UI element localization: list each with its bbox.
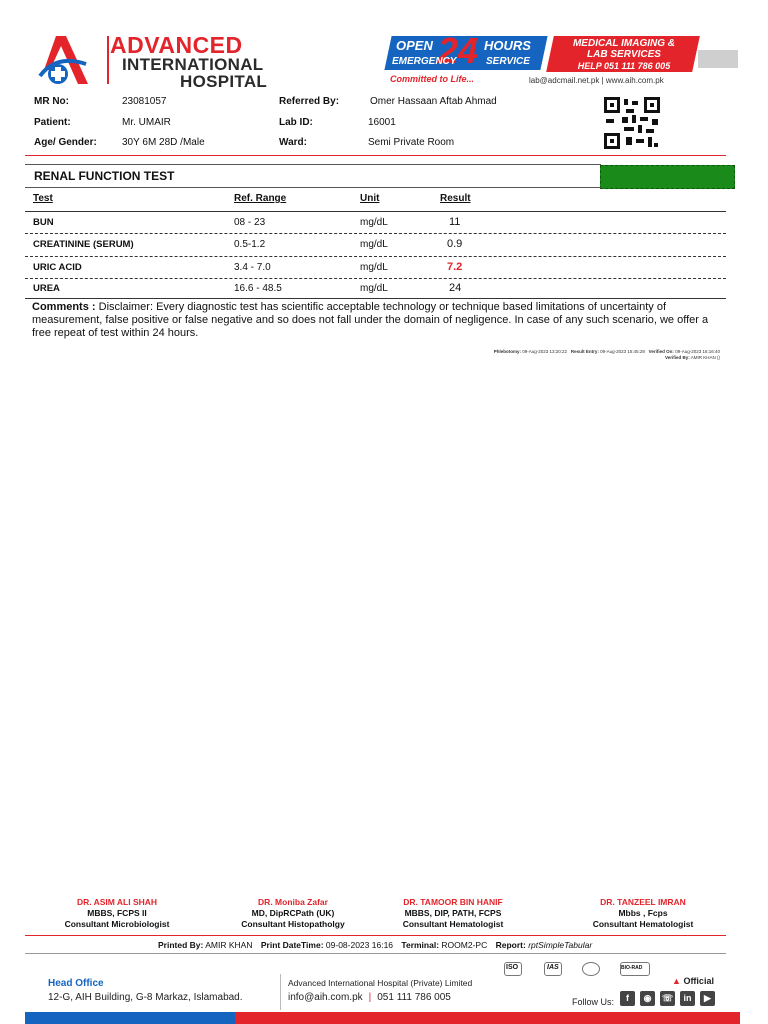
doctors-divider [25, 935, 726, 936]
comments [32, 301, 722, 340]
test-name: BUN [33, 217, 54, 228]
row-separator [25, 233, 726, 234]
patient-value: Mr. UMAIR [122, 117, 171, 128]
brand-divider [107, 36, 109, 84]
col-header-range: Ref. Range [234, 193, 287, 204]
phlebotomy-value: 09-Aug-2023 13:20:22 [522, 349, 568, 354]
whatsapp-icon[interactable]: ☏ [660, 991, 675, 1006]
doctor-role: Consultant Hematologist [592, 919, 694, 929]
contact-line: lab@adcmail.net.pk | www.aih.com.pk [529, 76, 664, 85]
emergency-text: EMERGENCY [392, 56, 457, 67]
head-office-title: Head Office [48, 978, 104, 989]
col-header-result: Result [440, 193, 471, 204]
timestamps-line [494, 349, 720, 354]
comments-label: Comments : [32, 301, 96, 313]
print-info [158, 940, 592, 950]
biorad-cert-icon: BIO-RAD [616, 962, 652, 986]
instagram-icon[interactable]: ◉ [640, 991, 655, 1006]
test-title: RENAL FUNCTION TEST [34, 169, 175, 183]
table-end-line [25, 298, 726, 299]
row-separator [25, 278, 726, 279]
test-name: UREA [33, 283, 60, 294]
brand-line-2: INTERNATIONAL [122, 55, 264, 74]
printed-by-value: AMIR KHAN [205, 940, 253, 950]
official-badge [672, 976, 714, 986]
doctor-signature [563, 897, 723, 930]
test-title-top-line [25, 164, 601, 165]
header-divider [25, 155, 726, 156]
test-name: CREATININE (SERUM) [33, 239, 134, 250]
col-header-unit: Unit [360, 193, 380, 204]
registered-cert-icon [578, 962, 604, 986]
patient-label: Patient: [34, 117, 71, 128]
doctor-quals: MBBS, DIP, PATH, FCPS [404, 908, 502, 918]
brand-line-1: ADVANCED [110, 32, 243, 58]
verified-by-line [665, 355, 720, 360]
mr-label: MR No: [34, 96, 69, 107]
linkedin-icon[interactable]: in [680, 991, 695, 1006]
company-name: Advanced International Hospital (Private) Limited [288, 978, 473, 988]
header-row-line [25, 211, 726, 212]
referred-label: Referred By: [279, 96, 340, 107]
row-separator [25, 256, 726, 257]
head-office-address: 12-G, AIH Building, G-8 Markaz, Islamabad. [48, 992, 243, 1003]
report-value: rptSimpleTabular [528, 940, 593, 950]
doctor-signature [373, 897, 533, 930]
qr-code-icon [604, 97, 660, 149]
ref-range: 08 - 23 [234, 217, 266, 228]
tagline: Committed to Life... [390, 74, 474, 84]
service-banner [388, 30, 738, 88]
unit: mg/dL [360, 262, 388, 273]
labid-label: Lab ID: [279, 117, 313, 128]
hours-text: HOURS [484, 38, 531, 53]
ref-range: 16.6 - 48.5 [234, 283, 282, 294]
lab-services-text [556, 38, 692, 60]
print-datetime-value: 09-08-2023 16:16 [325, 940, 394, 950]
result-value: 24 [449, 282, 462, 294]
follow-us-label: Follow Us: [572, 997, 615, 1007]
official-text: Official [683, 976, 714, 986]
print-datetime-label: Print DateTime: [260, 940, 324, 950]
footer-bar-blue [25, 1012, 235, 1024]
open-text: OPEN [396, 38, 433, 53]
doctor-name: DR. TANZEEL IMRAN [600, 897, 686, 907]
ref-range: 3.4 - 7.0 [234, 262, 271, 273]
doctor-quals: MD, DipRCPath (UK) [251, 908, 335, 918]
footer-divider [280, 974, 281, 1010]
hospital-logo-icon [36, 34, 100, 86]
footer-phone[interactable]: 051 111 786 005 [377, 992, 451, 1003]
mr-value: 23081057 [122, 96, 167, 107]
result-entry-value: 09-Aug-2023 15:45:28 [600, 349, 645, 354]
service-text: SERVICE [486, 56, 530, 67]
verified-on-label: Verified On: [648, 349, 674, 354]
result-value: 0.9 [447, 238, 463, 250]
doctor-role: Consultant Microbiologist [64, 919, 170, 929]
comments-text: Disclaimer: Every diagnostic test has scientific acceptable technology or technique based limitations of uncertainty of measurement, false positive or false negative and so does not fall under the domain of negligence. In case of any such scenario, we offer a free repeat of test within 24 hours. [32, 301, 709, 339]
verified-by-value: AMIR KHAN () [690, 355, 720, 360]
col-header-test: Test [33, 193, 53, 204]
referred-value: Omer Hassaan Aftab Ahmad [370, 96, 497, 107]
verified-stamp [600, 165, 735, 189]
brand-line-3: HOSPITAL [180, 72, 268, 91]
lab-services-line-2: LAB SERVICES [587, 49, 661, 60]
age-value: 30Y 6M 28D /Male [122, 137, 205, 148]
official-logo-icon: ▲ [672, 976, 681, 986]
footer-email[interactable]: info@aih.com.pk [288, 992, 363, 1003]
help-line: HELP 051 111 786 005 [577, 61, 671, 71]
footer-contact: info@aih.com.pk | 051 111 786 005 [288, 992, 451, 1003]
unit: mg/dL [360, 283, 388, 294]
doctor-quals: Mbbs , Fcps [618, 908, 668, 918]
result-entry-label: Result Entry: [570, 349, 599, 354]
doctor-name: DR. Moniba Zafar [258, 897, 328, 907]
unit: mg/dL [360, 217, 388, 228]
doctor-signature [213, 897, 373, 930]
ward-value: Semi Private Room [368, 137, 455, 148]
age-label: Age/ Gender: [34, 137, 97, 148]
brand-name [110, 32, 288, 91]
ias-cert-icon: IAS [540, 962, 566, 986]
print-divider [25, 953, 726, 954]
doctor-quals: MBBS, FCPS II [87, 908, 147, 918]
result-value-high: 7.2 [447, 261, 463, 273]
big-24-text: 24 [438, 30, 479, 71]
test-title-bottom-line [25, 187, 601, 188]
verified-by-label: Verified By: [664, 355, 690, 360]
ward-label: Ward: [279, 137, 307, 148]
ref-range: 0.5-1.2 [234, 239, 266, 250]
phlebotomy-label: Phlebotomy: [493, 349, 521, 354]
unit: mg/dL [360, 239, 388, 250]
doctor-name: DR. TAMOOR BIN HANIF [403, 897, 503, 907]
printed-by-label: Printed By: [158, 940, 204, 950]
youtube-icon[interactable]: ▶ [700, 991, 715, 1006]
terminal-label: Terminal: [401, 940, 440, 950]
facebook-icon[interactable]: f [620, 991, 635, 1006]
verified-on-value: 09-Aug-2023 16:16:40 [675, 349, 720, 354]
report-label: Report: [495, 940, 526, 950]
footer-bar-red [235, 1012, 740, 1024]
doctor-name: DR. ASIM ALI SHAH [76, 897, 158, 907]
lab-services-line-1: MEDICAL IMAGING & [572, 38, 676, 49]
terminal-value: ROOM2-PC [441, 940, 488, 950]
banner-gray-tab [698, 50, 738, 68]
iso-cert-icon: ISO [500, 962, 526, 986]
test-name: URIC ACID [33, 262, 82, 273]
doctor-role: Consultant Histopatholgy [241, 919, 345, 929]
certification-logos [492, 962, 652, 986]
result-value: 11 [449, 216, 461, 228]
labid-value: 16001 [368, 117, 396, 128]
doctor-signature [37, 897, 197, 930]
doctor-role: Consultant Hematologist [402, 919, 504, 929]
